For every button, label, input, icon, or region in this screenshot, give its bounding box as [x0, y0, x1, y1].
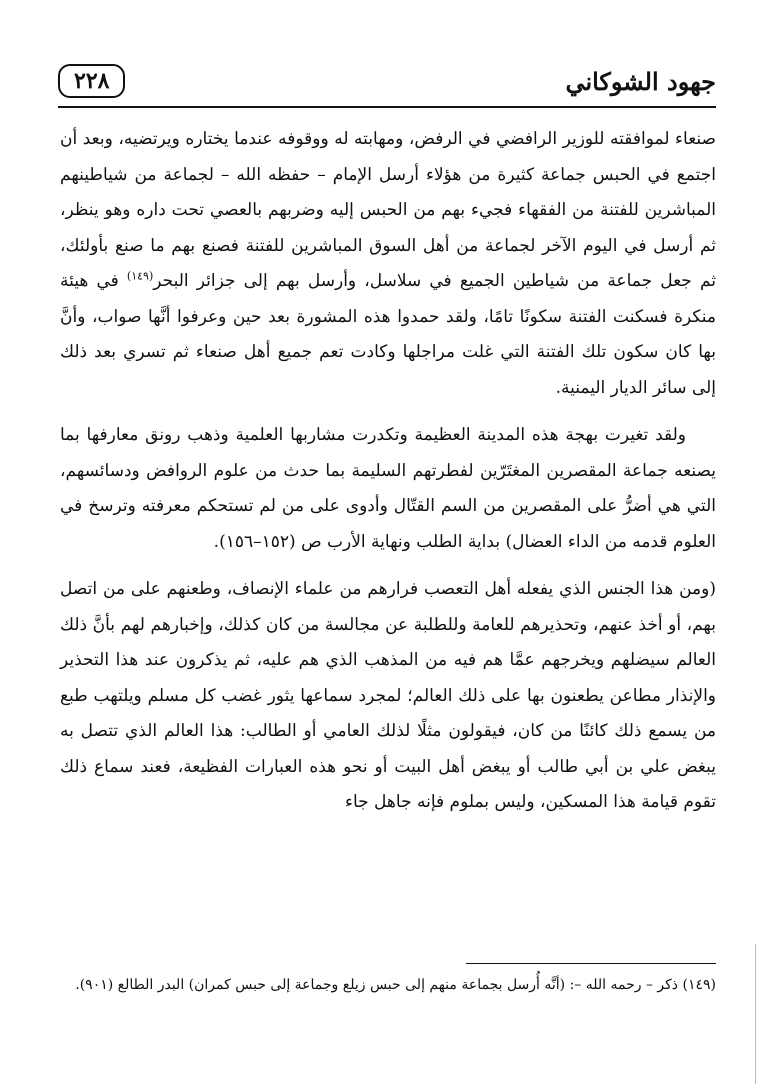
paragraph-text: صنعاء لموافقته للوزير الرافضي في الرفض، ومهابته له ووقوفه عندما يختاره ويرتضيه، وبعد أن اجتمع في الحبس جماعة كثيرة من هؤلاء أرسل الإمام – حفظه الله – لجماعة من شياطينهم المباشرين للفتنة من الفقهاء فجيء بهم من الحبس إليه وضربهم بالعصي تحت داره وهو ينظر، ثم أرسل في اليوم الآخر لجماعة من أهل السوق المباشرين للفتنة فصنع بهم ما صنع بأولئك، ثم جعل جماعة من شياطين الجميع في سلاسل، وأرسل بهم إلى جزائر البحر: [60, 129, 716, 291]
paragraph: [60, 122, 716, 406]
main-text: [60, 122, 716, 833]
header-divider: [58, 106, 716, 108]
footnote-divider: [466, 963, 716, 964]
footnote: (١٤٩) ذكر – رحمه الله –: (أنَّه أُرسل بجماعة منهم إلى حبس زيلع وجماعة إلى حبس كمران) البدر الطالع (٩٠١).: [75, 977, 716, 993]
paragraph-text: في هيئة منكرة فسكنت الفتنة سكونًا تامًا، ولقد حمدوا هذه المشورة بعد حين وعرفوا أنَّها صواب، وأنَّ بها كان سكون تلك الفتنة التي غلت مراجلها وكادت تعم جميع أهل صنعاء ثم تسري بعد ذلك إلى سائر الديار اليمنية.: [60, 271, 716, 398]
scan-edge-line: [755, 944, 756, 1084]
page-number: ٢٢٨: [58, 64, 125, 98]
footnote-reference[interactable]: (١٤٩): [126, 269, 154, 283]
paragraph: ولقد تغيرت بهجة هذه المدينة العظيمة وتكدرت مشاربها العلمية وذهب رونق معارفها بما يصنعه جماعة المقصرين المغتَرّين لفطرتهم السليمة بما حدث من علوم الروافض ودسائسهم، التي هي أضرُّ على المقصرين من السم القتّال وأدوى على من لم تستحكم معرفته وترسخ في العلوم قدمه من الداء العضال) بداية الطلب ونهاية الأرب ص (١٥٢–١٥٦).: [60, 425, 716, 552]
book-title: جهود الشوكاني: [565, 66, 716, 96]
page-header: [58, 58, 716, 104]
paragraph: (ومن هذا الجنس الذي يفعله أهل التعصب فرارهم من علماء الإنصاف، وطعنهم على من اتصل بهم، أو أخذ عنهم، وتحذيرهم للعامة وللطلبة عن مجالسة من كان كذلك، وإخبارهم لهم بأنَّ ذلك العالم سيضلهم ويخرجهم عمَّا هم فيه من المذهب الذي هم عليه، ثم يذكرون عند هذا التحذير والإنذار مطاعن يطعنون بها على ذلك العالم؛ لمجرد سماعها يثور غضب كل مسلم ويلتهب طبع من يسمع ذلك كائنًا من كان، فيقولون مثلًا لذلك العامي أو الطالب: هذا العالم الذي تتصل به يبغض علي بن أبي طالب أو يبغض أهل البيت أو نحو هذه العبارات الفظيعة، فعند سماع ذلك تقوم قيامة هذا المسكين، وليس بملوم فإنه جاهل جاء: [60, 579, 716, 812]
